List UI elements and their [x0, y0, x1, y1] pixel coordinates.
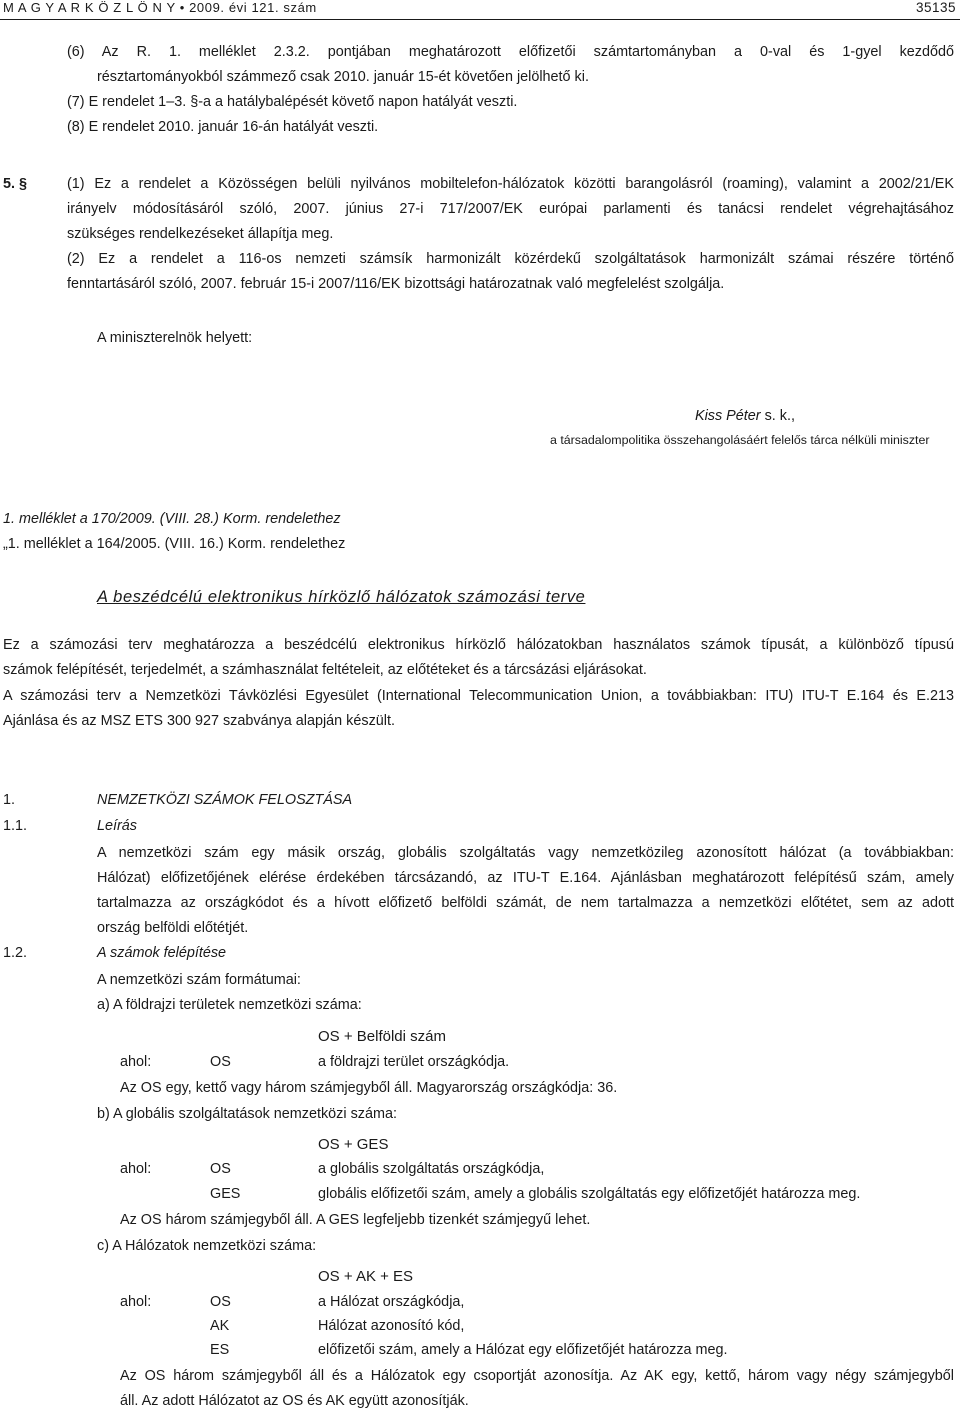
intro-1-line1: Ez a számozási terv meghatározza a beszédcélú elektronikus hírközlő hálózatokban használatos számok típusát, a különböző típusú — [3, 637, 954, 653]
format-a-label: a) A földrajzi területek nemzetközi száma: — [97, 997, 362, 1013]
format-c-code-es: ES — [210, 1342, 230, 1358]
section-5-p1-line2: irányelv módosításáról szóló, 2007. június 27-i 717/2007/EK európai parlamenti és tanácsi rendelet végrehajtásához — [67, 201, 954, 217]
paragraph-6-line1: (6) Az R. 1. melléklet 2.3.2. pontjában meghatározott előfizetői számtartományban a 0-val és 1-gyel kezdődő — [67, 44, 954, 60]
format-b-code-os: OS — [210, 1161, 231, 1177]
format-c-note-line2: áll. Az adott Hálózatot az OS és AK együtt azonosítják. — [120, 1393, 469, 1409]
intro-2-line2: Ajánlása és az MSZ ETS 300 927 szabványa alapján készült. — [3, 713, 395, 729]
section-1-1-line2: Hálózat) előfizetőjének elérése érdekében tárcsázandó, az ITU-T E.164. Ajánlásban meghatározott felépítésű szám, amely — [97, 870, 954, 886]
format-c-desc-ak: Hálózat azonosító kód, — [318, 1318, 465, 1334]
intro-1-line2: számok felépítését, terjedelmét, a számhasználat feltételeit, az előtéteket és a tárcsázási eljárásokat. — [3, 662, 647, 678]
journal-header: M A G Y A R K Ö Z L Ö N Y • 2009. évi 121. szám — [3, 0, 317, 15]
page-number: 35135 — [915, 0, 956, 15]
formats-intro: A nemzetközi szám formátumai: — [97, 972, 301, 988]
format-a-desc-os: a földrajzi terület országkódja. — [318, 1054, 510, 1070]
signatory-name: Kiss Péter — [695, 408, 761, 424]
section-5-p1-line1: (1) Ez a rendelet a Közösségen belüli nyilvános mobiltelefon-hálózatok közötti barangolásról (roaming), valamint a 2002/21/EK — [67, 176, 954, 192]
format-a-code-os: OS — [210, 1054, 231, 1070]
format-c-label: c) A Hálózatok nemzetközi száma: — [97, 1238, 317, 1254]
chapter-title: NEMZETKÖZI SZÁMOK FELOSZTÁSA — [97, 792, 353, 808]
annex-subheading: „1. melléklet a 164/2005. (VIII. 16.) Korm. rendelethez — [3, 536, 346, 552]
chapter-number: 1. — [3, 792, 16, 808]
format-b-ahol: ahol: — [120, 1161, 152, 1177]
section-1-1-title: Leírás — [97, 818, 137, 834]
paragraph-8: (8) E rendelet 2010. január 16-án hatályát veszti. — [67, 119, 379, 135]
signature-on-behalf: A miniszterelnök helyett: — [97, 330, 253, 346]
paragraph-7: (7) E rendelet 1–3. §-a a hatálybalépését követő napon hatályát veszti. — [67, 94, 518, 110]
format-b-label: b) A globális szolgáltatások nemzetközi száma: — [97, 1106, 397, 1122]
intro-2-line1: A számozási terv a Nemzetközi Távközlési Egyesület (International Telecommunication Union, a továbbiakban: ITU) ITU-T E.164 és E.213 — [3, 688, 954, 704]
format-c-desc-os: a Hálózat országkódja, — [318, 1294, 465, 1310]
header-rule — [0, 19, 960, 20]
signatory-role: a társadalompolitika összehangolásáért felelős tárca nélküli miniszter — [550, 433, 930, 447]
section-5-p2-line2: fenntartásáról szóló, 2007. február 15-i 2007/116/EK bizottsági határozatnak való megfelelést szolgálja. — [67, 276, 725, 292]
format-a-note: Az OS egy, kettő vagy három számjegyből áll. Magyarország országkódja: 36. — [120, 1080, 618, 1096]
format-a-ahol: ahol: — [120, 1054, 152, 1070]
format-c-formula: OS + AK + ES — [318, 1268, 414, 1285]
section-5-p2-line1: (2) Ez a rendelet a 116-os nemzeti számsík harmonizált közérdekű szolgáltatások harmonizált számai részére történő — [67, 251, 954, 267]
section-1-1-number: 1.1. — [3, 818, 28, 834]
format-c-code-ak: AK — [210, 1318, 230, 1334]
format-a-formula: OS + Belföldi szám — [318, 1028, 446, 1045]
format-b-code-ges: GES — [210, 1186, 241, 1202]
signatory-suffix: s. k., — [760, 408, 795, 424]
format-b-desc-os: a globális szolgáltatás országkódja, — [318, 1161, 545, 1177]
format-c-code-os: OS — [210, 1294, 231, 1310]
section-1-1-line4: ország belföldi előtétjét. — [97, 920, 249, 936]
format-c-ahol: ahol: — [120, 1294, 152, 1310]
annex-title: A beszédcélú elektronikus hírközlő hálózatok számozási terve — [97, 588, 586, 606]
section-1-2-title: A számok felépítése — [97, 945, 227, 961]
format-b-desc-ges: globális előfizetői szám, amely a globális szolgáltatás egy előfizetőjét határozza meg. — [318, 1186, 861, 1202]
annex-heading: 1. melléklet a 170/2009. (VIII. 28.) Korm. rendelethez — [3, 511, 341, 527]
signature-name-line — [695, 408, 795, 424]
section-1-1-line3: tartalmazza az országkódot és a hívott előfizető belföldi számát, de nem tartalmazza a nemzetközi előtétet, sem az adott — [97, 895, 954, 911]
format-c-desc-es: előfizetői szám, amely a Hálózat egy előfizetőjét határozza meg. — [318, 1342, 728, 1358]
section-5-p1-line3: szükséges rendelkezéseket állapítja meg. — [67, 226, 334, 242]
section-1-2-number: 1.2. — [3, 945, 28, 961]
paragraph-6-line2: résztartományokból számmező csak 2010. január 15-ét követően jelölhető ki. — [97, 69, 589, 85]
format-b-formula: OS + GES — [318, 1136, 389, 1153]
section-1-1-line1: A nemzetközi szám egy másik ország, globális szolgáltatás vagy nemzetközileg azonosított hálózat (a továbbiakban: — [97, 845, 954, 861]
format-c-note-line1: Az OS három számjegyből áll és a Hálózatok egy csoportját azonosítja. Az AK egy, kettő, három vagy négy számjegyből — [120, 1368, 954, 1384]
format-b-note: Az OS három számjegyből áll. A GES legfeljebb tizenkét számjegyű lehet. — [120, 1212, 591, 1228]
section-5-mark: 5. § — [3, 176, 28, 192]
